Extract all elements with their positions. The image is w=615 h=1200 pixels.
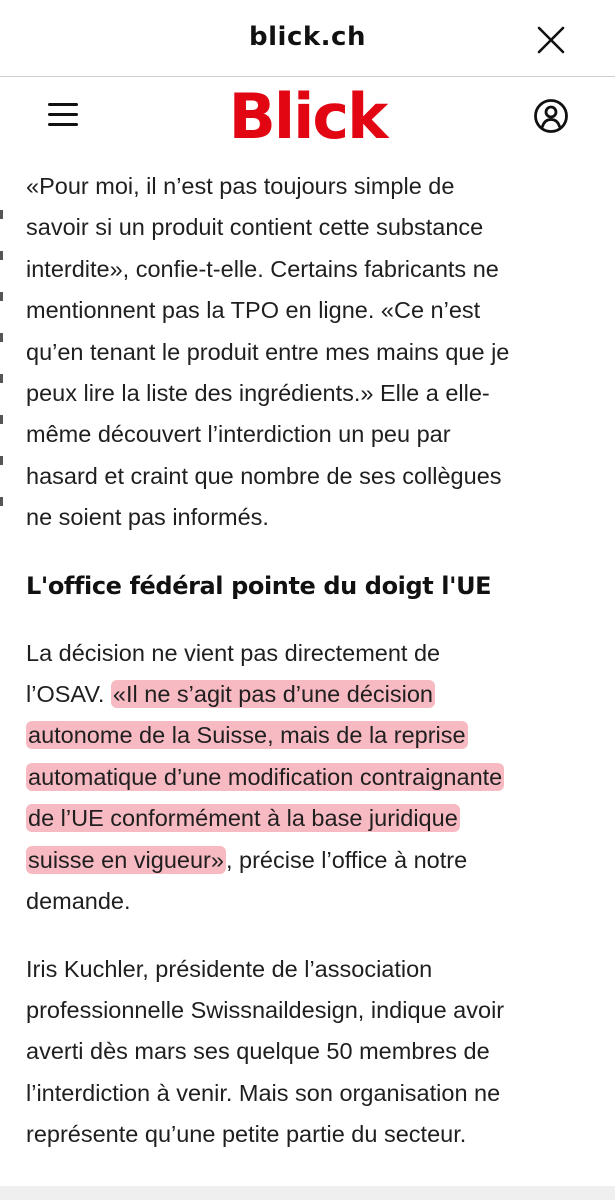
text-segment: , précise l’office à notre [225,846,468,873]
highlighted-quote: de l’UE conformément à la base juridique [28,805,458,832]
text-line [26,715,591,756]
scroll-edge-marks [0,210,4,538]
account-button[interactable] [533,98,569,134]
close-button[interactable] [535,24,567,56]
bottom-strip [0,1186,615,1200]
section-heading: L'office fédéral pointe du doigt l'UE [26,571,492,600]
text-line: savoir si un produit contient cette substance [26,214,484,241]
text-line: représente qu’une petite partie du secteur. [26,1121,467,1148]
article-body [26,166,591,1156]
close-icon [535,24,567,56]
text-line: professionnelle Swissnaildesign, indique avoir [26,996,505,1023]
site-header [0,77,615,159]
text-line [26,757,591,798]
text-line [26,674,591,715]
text-line: hasard et craint que nombre de ses collègues [26,462,502,489]
text-line: Iris Kuchler, présidente de l’association [26,955,433,982]
text-line: mentionnent pas la TPO en ligne. «Ce n’est [26,297,481,324]
highlighted-quote: «Il ne s’agit pas d’une décision [112,681,433,708]
site-domain: blick.ch [249,22,366,52]
text-line [26,798,591,839]
text-line: demande. [26,888,131,915]
text-line: l’interdiction à venir. Mais son organisation ne [26,1079,501,1106]
text-line: peux lire la liste des ingrédients.» Elle a elle- [26,380,490,407]
text-line: interdite», confie-t-elle. Certains fabricants ne [26,255,499,282]
text-line: La décision ne vient pas directement de [26,639,441,666]
blick-logo[interactable]: Blick [228,80,387,153]
text-line: qu’en tenant le produit entre mes mains que je [26,338,510,365]
user-account-icon [533,98,569,134]
text-line [26,840,591,881]
text-segment: l’OSAV. [26,681,111,708]
article-paragraph-2 [26,633,591,923]
text-line: même découvert l’interdiction un peu par [26,421,451,448]
highlighted-quote: suisse en vigueur» [28,846,224,873]
text-line: «Pour moi, il n’est pas toujours simple de [26,173,455,199]
text-line: ne soient pas informés. [26,504,269,531]
highlighted-quote: autonome de la Suisse, mais de la reprise [28,722,466,749]
text-line: averti dès mars ses quelque 50 membres de [26,1038,490,1065]
article-paragraph-1 [26,166,591,539]
browser-top-bar [0,0,615,77]
article-paragraph-3 [26,949,591,1156]
highlighted-quote: automatique d’une modification contraignante [28,763,503,790]
